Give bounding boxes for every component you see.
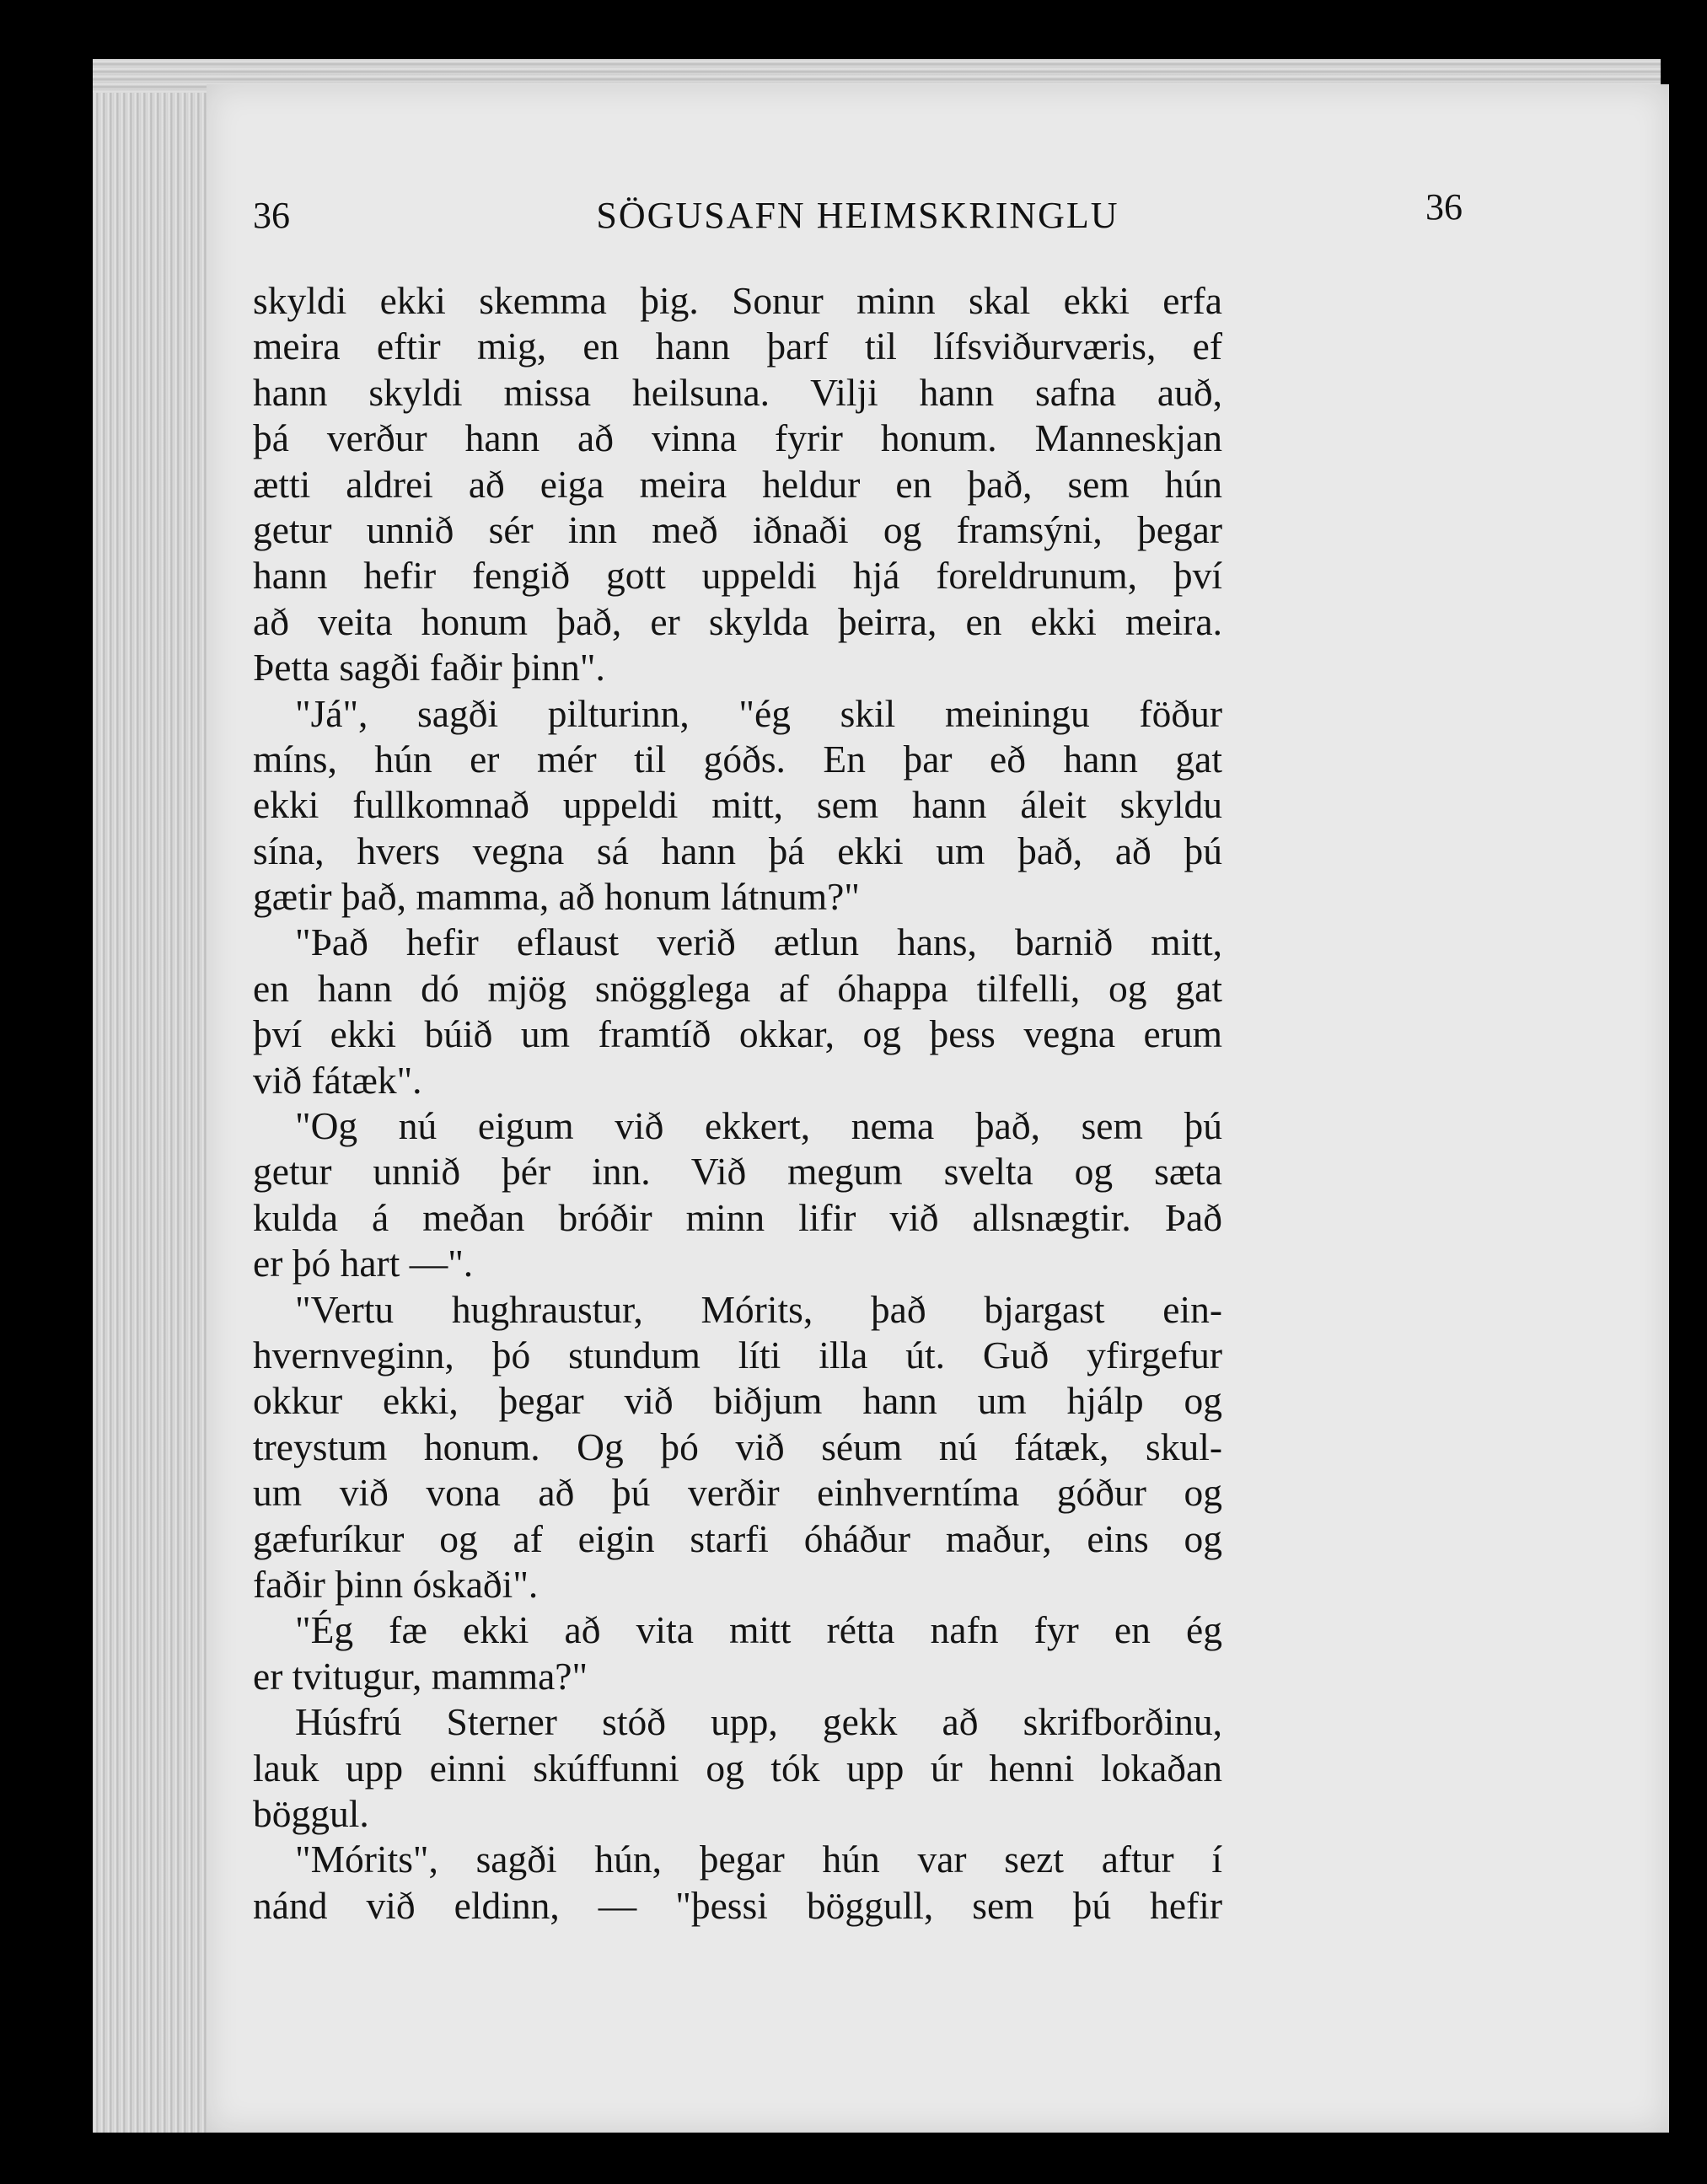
running-head	[253, 177, 1463, 244]
page-number-left: 36	[253, 195, 290, 236]
text-line: því ekki búið um framtíð okkar, og þess vegna erum	[253, 1012, 1222, 1056]
text-line: við fátæk".	[253, 1058, 422, 1102]
text-line: "Það hefir eflaust verið ætlun hans, barnið mitt,	[295, 920, 1222, 964]
text-line: "Ég fæ ekki að vita mitt rétta nafn fyr en ég	[295, 1608, 1222, 1652]
text-line: böggul.	[253, 1791, 369, 1835]
body-text	[253, 278, 1222, 1929]
text-line: getur unnið sér inn með iðnaði og framsýni, þegar	[253, 507, 1222, 551]
text-line: að veita honum það, er skylda þeirra, en ekki meira.	[253, 599, 1222, 643]
text-line: getur unnið þér inn. Við megum svelta og sæta	[253, 1150, 1222, 1194]
text-line: lauk upp einni skúffunni og tók upp úr henni lokaðan	[253, 1746, 1222, 1790]
text-line: Húsfrú Sterner stóð upp, gekk að skrifborðinu,	[295, 1700, 1222, 1744]
text-line: meira eftir mig, en hann þarf til lífsviðurværis, ef	[253, 325, 1222, 368]
text-line: sína, hvers vegna sá hann þá ekki um það, að þú	[253, 829, 1222, 872]
text-line: hann skyldi missa heilsuna. Vilji hann safna auð,	[253, 370, 1222, 414]
text-line: míns, hún er mér til góðs. En þar eð hann gat	[253, 737, 1222, 781]
text-line: "Vertu hughraustur, Mórits, það bjargast ein-	[295, 1287, 1222, 1331]
text-line: faðir þinn óskaði".	[253, 1562, 539, 1606]
text-line: okkur ekki, þegar við biðjum hann um hjálp og	[253, 1379, 1222, 1423]
text-line: en hann dó mjög snögglega af óhappa tilfelli, og gat	[253, 966, 1222, 1010]
text-line: ætti aldrei að eiga meira heldur en það, sem hún	[253, 462, 1222, 506]
page-number-right: 36	[1425, 186, 1463, 228]
text-line: treystum honum. Og þó við séum nú fátæk, skul-	[253, 1425, 1222, 1468]
text-line: "Já", sagði pilturinn, "ég skil meiningu föður	[295, 691, 1222, 735]
text-line: er tvitugur, mamma?"	[253, 1654, 588, 1698]
text-line: gætir það, mamma, að honum látnum?"	[253, 875, 860, 919]
text-line: "Mórits", sagði hún, þegar hún var sezt aftur í	[295, 1838, 1222, 1881]
text-line: skyldi ekki skemma þig. Sonur minn skal ekki erfa	[253, 279, 1222, 322]
text-line: gæfuríkur og af eigin starfi óháður maður, eins og	[253, 1516, 1222, 1560]
text-line: um við vona að þú verðir einhverntíma góður og	[253, 1471, 1222, 1515]
text-line: hvernveginn, þó stundum líti illa út. Guð yfirgefur	[253, 1333, 1222, 1376]
text-line: "Og nú eigum við ekkert, nema það, sem þú	[295, 1104, 1222, 1148]
running-title: SÖGUSAFN HEIMSKRINGLU	[596, 195, 1119, 236]
text-line: kulda á meðan bróðir minn lifir við allsnægtir. Það	[253, 1195, 1222, 1239]
text-line: er þó hart —".	[253, 1242, 474, 1285]
text-line: þá verður hann að vinna fyrir honum. Manneskjan	[253, 416, 1222, 460]
text-line: ekki fullkomnað uppeldi mitt, sem hann áleit skyldu	[253, 783, 1222, 827]
text-line: Þetta sagði faðir þinn".	[253, 646, 605, 690]
text-line: hann hefir fengið gott uppeldi hjá foreldrunum, því	[253, 554, 1222, 598]
text-line: nánd við eldinn, — "þessi böggull, sem þú hefir	[253, 1883, 1222, 1927]
